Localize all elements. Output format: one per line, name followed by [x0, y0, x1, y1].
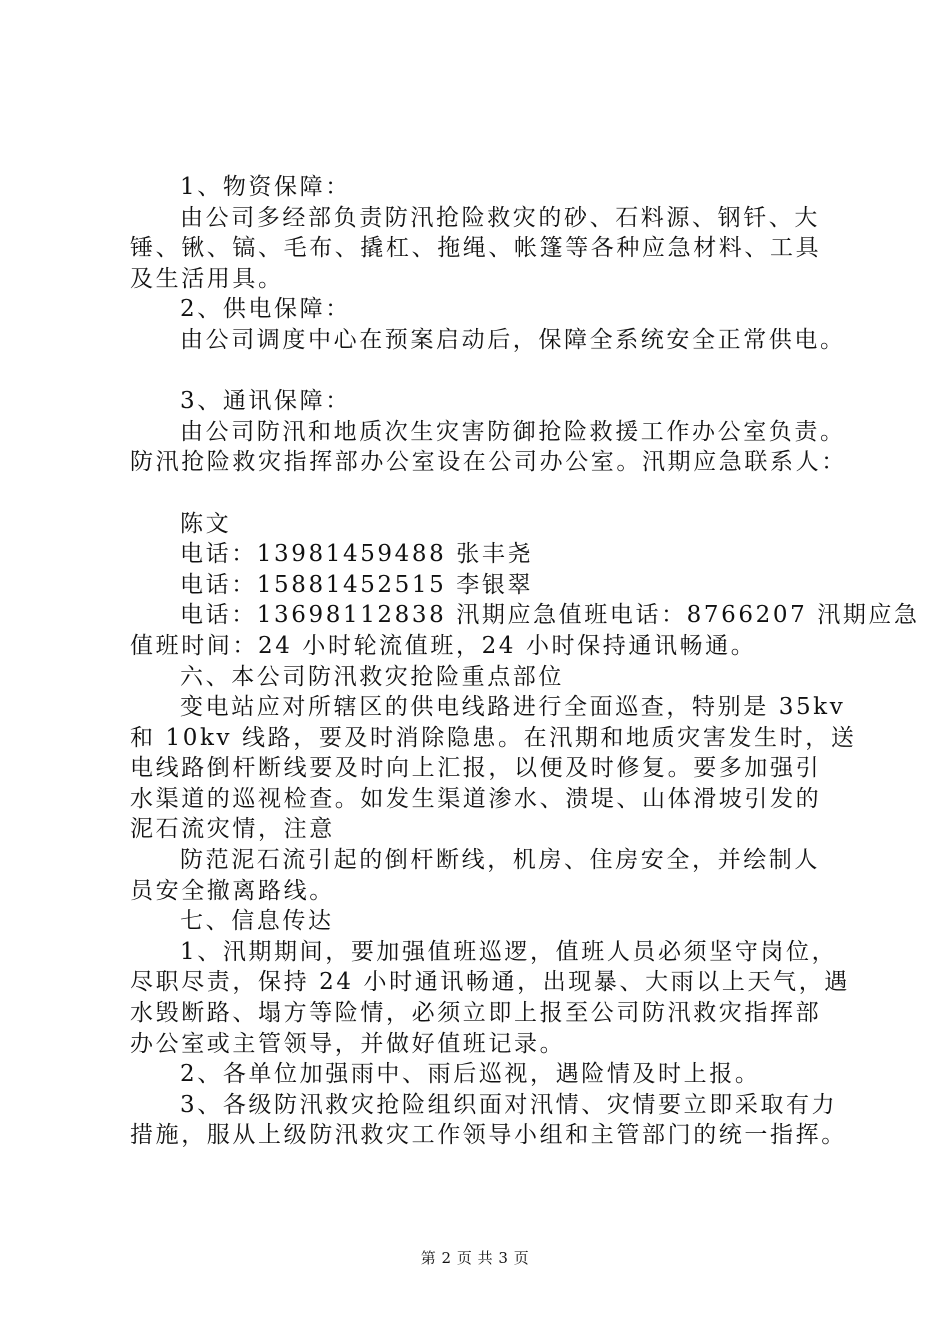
paragraph-line: 及生活用具。: [130, 265, 284, 292]
paragraph-line: 值班时间：24 小时轮流值班，24 小时保持通讯畅通。: [130, 632, 757, 659]
paragraph-line: 2、各单位加强雨中、雨后巡视，遇险情及时上报。: [180, 1061, 761, 1088]
page-number-footer: 第 2 页 共 3 页: [420, 1249, 530, 1267]
paragraph-line: 和 10kv 线路，要及时消除隐患。在汛期和地质灾害发生时，送: [130, 724, 857, 751]
contact-phone: 电话：15881452515 李银翠: [180, 571, 534, 598]
paragraph-line: 员安全撤离路线。: [130, 877, 335, 904]
contact-name: 陈文: [180, 510, 232, 537]
paragraph-line: 办公室或主管领导，并做好值班记录。: [130, 1030, 566, 1057]
paragraph-line: 尽职尽责，保持 24 小时通讯畅通，出现暴、大雨以上天气，遇: [130, 969, 850, 996]
blank-line: [130, 356, 850, 387]
paragraph-line: 3、各级防汛救灾抢险组织面对汛情、灾情要立即采取有力: [180, 1091, 838, 1118]
paragraph-line: 泥石流灾情，注意: [130, 816, 335, 843]
section-heading-power: 2、供电保障：: [180, 296, 351, 323]
contact-phone: 电话：13981459488 张丰尧: [180, 541, 534, 568]
paragraph-line: 防汛抢险救灾指挥部办公室设在公司办公室。汛期应急联系人：: [130, 449, 847, 476]
paragraph-line: 由公司防汛和地质次生灾害防御抢险救援工作办公室负责。: [180, 418, 846, 445]
section-heading-material: 1、物资保障：: [180, 174, 351, 200]
section-heading-key-locations: 六、本公司防汛救灾抢险重点部位: [180, 663, 564, 690]
paragraph-line: 防范泥石流引起的倒杆断线，机房、住房安全，并绘制人: [180, 847, 820, 874]
paragraph-line: 水渠道的巡视检查。如发生渠道渗水、溃堤、山体滑坡引发的: [130, 785, 822, 812]
paragraph-line: 由公司多经部负责防汛抢险救灾的砂、石料源、钢钎、大: [180, 204, 820, 231]
section-heading-information: 七、信息传达: [180, 908, 334, 935]
paragraph-line: 水毁断路、塌方等险情，必须立即上报至公司防汛救灾指挥部: [130, 1000, 822, 1027]
contact-phone: 电话：13698112838 汛期应急值班电话：8766207 汛期应急: [180, 602, 920, 629]
section-heading-communication: 3、通讯保障：: [180, 388, 351, 415]
paragraph-line: 措施，服从上级防汛救灾工作领导小组和主管部门的统一指挥。: [130, 1122, 847, 1149]
blank-line: [130, 478, 850, 509]
paragraph-line: 1、汛期期间，要加强值班巡逻，值班人员必须坚守岗位，: [180, 938, 838, 965]
paragraph-line: 变电站应对所辖区的供电线路进行全面巡查，特别是 35kv: [180, 694, 846, 721]
paragraph-line: 由公司调度中心在预案启动后，保障全系统安全正常供电。: [180, 326, 846, 353]
paragraph-line: 电线路倒杆断线要及时向上汇报，以便及时修复。要多加强引: [130, 755, 822, 782]
document-body: [130, 172, 920, 1151]
paragraph-line: 锤、锹、镐、毛布、撬杠、拖绳、帐篷等各种应急材料、工具: [130, 235, 822, 262]
